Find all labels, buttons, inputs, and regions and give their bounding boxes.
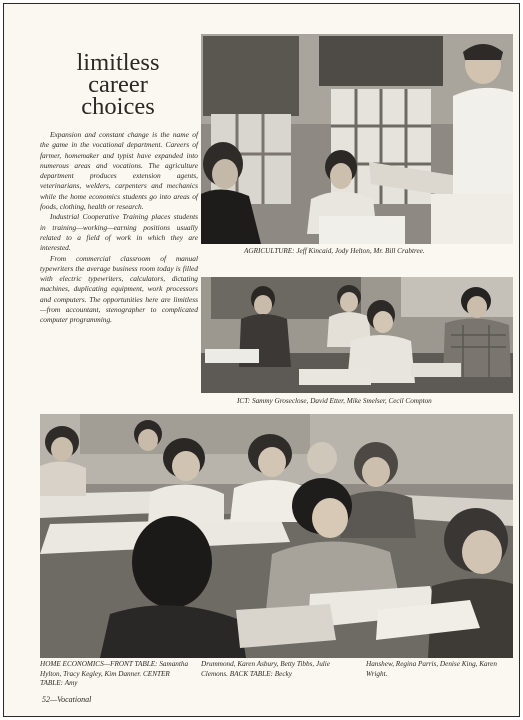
title-line-3: choices	[81, 93, 155, 120]
home-economics-caption-col3: Hanshew, Regina Parris, Denise King, Karen Wright.	[366, 660, 497, 678]
home-economics-caption-col1: HOME ECONOMICS—FRONT TABLE: Samantha Hylton, Tracy Kegley, Kim Danner. CENTER TABLE: Amy	[40, 660, 189, 688]
agriculture-photo	[201, 34, 513, 244]
body-copy	[40, 130, 198, 326]
agriculture-caption: AGRICULTURE: Jeff Kincaid, Jody Helton, Mr. Bill Crabtree.	[244, 247, 425, 255]
paragraph-1: Expansion and constant change is the name of the game in the vocational department. Careers of farmer, homemaker and typist have expanded into numerous areas and vocations. The agriculture department produces extension agents, veterinarians, welders, carpenters and mechanics while the home economics students go into areas of foods, clothing, health or research.	[40, 130, 198, 212]
title-line-2: career	[88, 71, 148, 98]
home-economics-photo	[40, 414, 513, 658]
yearbook-page	[3, 3, 520, 717]
page-folio: 52—Vocational	[42, 695, 92, 704]
ict-photo	[201, 277, 513, 393]
paragraph-2: Industrial Cooperative Training places students in training—working—earning positions usually related to a field of work in which they are interested.	[40, 212, 198, 253]
page-title	[42, 49, 194, 120]
home-economics-caption-col2: Drummond, Karen Asbury, Betty Tibbs, Julie Clemons. BACK TABLE: Becky	[201, 660, 330, 678]
ict-caption: ICT: Sammy Groseclose, David Etter, Mike Smelser, Cecil Compton	[237, 397, 432, 405]
title-line-1: limitless	[76, 49, 160, 76]
paragraph-3: From commercial classroom of manual typewriters the average business room today is filled with electric typewriters, calculators, dictating machines, duplicating equipment, work processors and computers. The opportunities here are limitless—from accountant, stenographer to complicated computer programming.	[40, 253, 198, 325]
